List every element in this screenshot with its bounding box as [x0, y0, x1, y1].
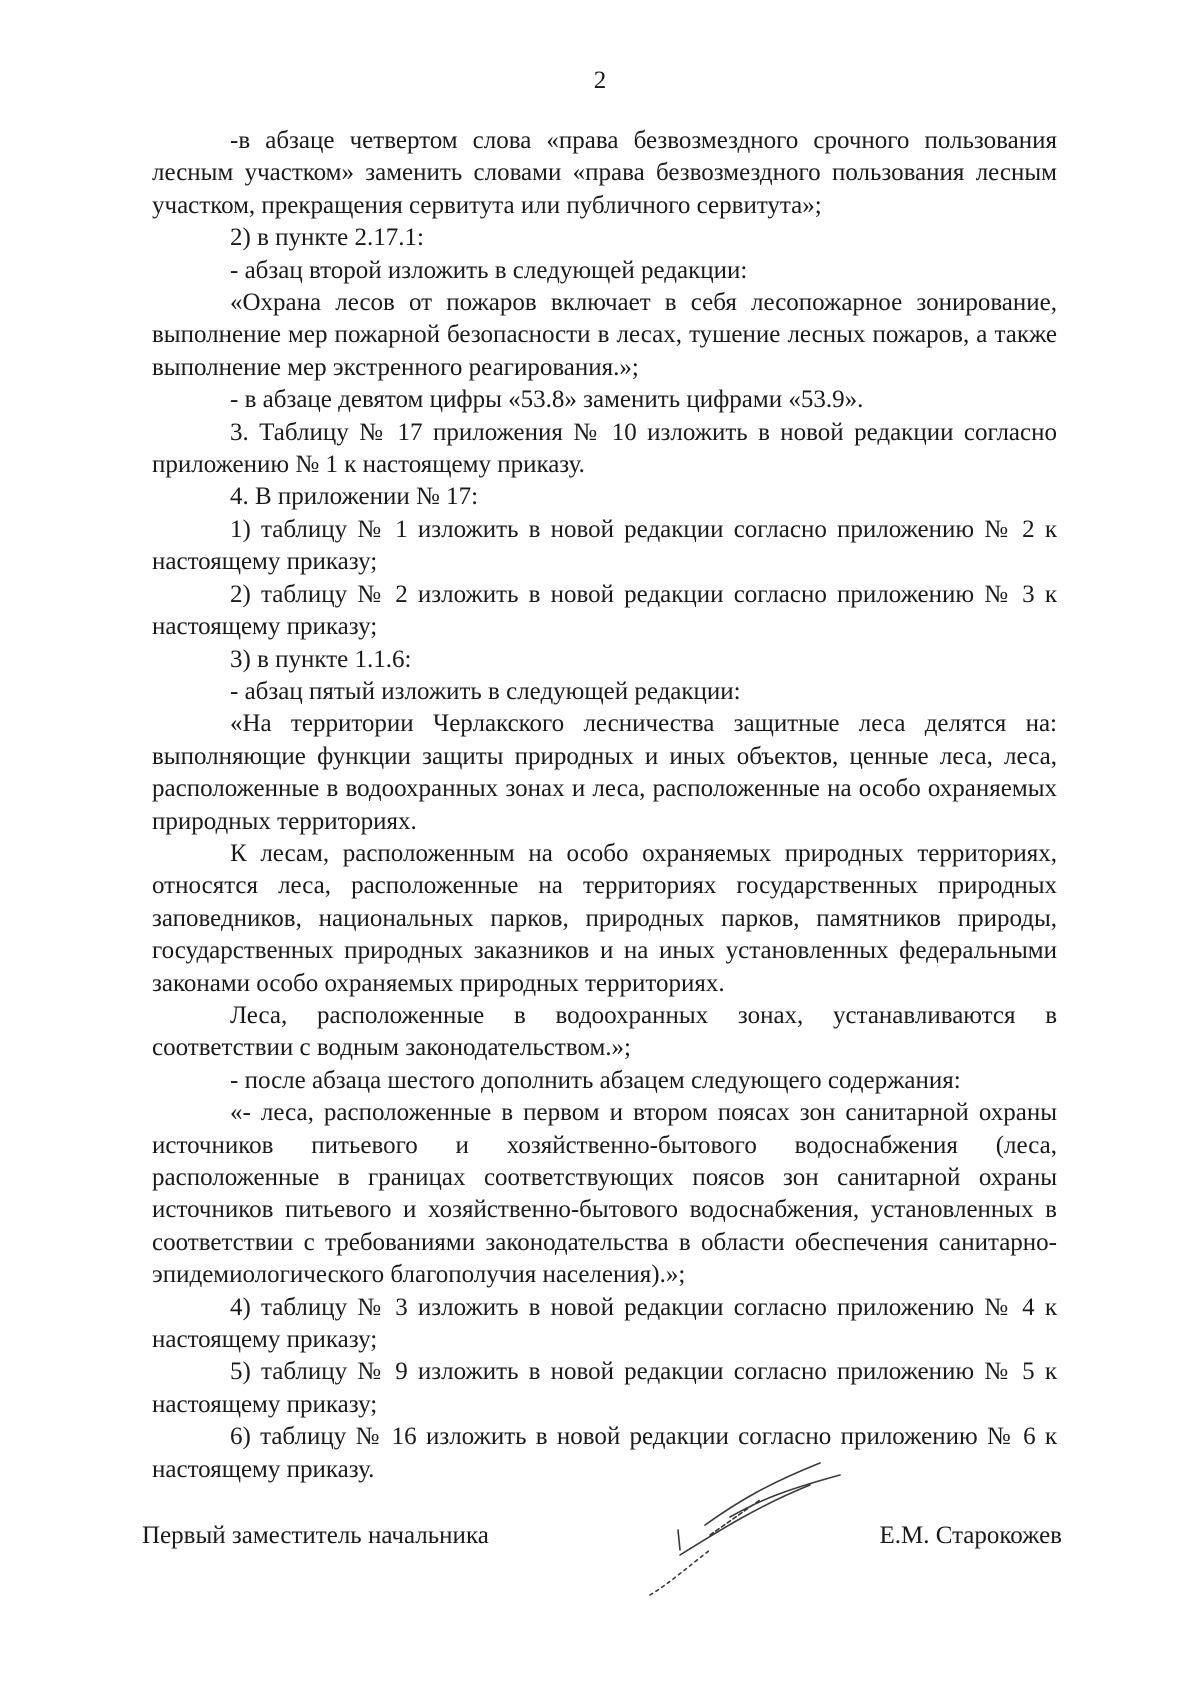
paragraph: - абзац пятый изложить в следующей редакции: [230, 677, 741, 705]
paragraph: Леса, расположенные в водоохранных зонах, устанавливаются в соответствии с водным законодательством.»; [152, 1001, 1057, 1062]
paragraph: - абзац второй изложить в следующей редакции: [230, 256, 748, 284]
signer-name: Е.М. Старокожев [879, 1522, 1062, 1549]
paragraph: 3. Таблицу № 17 приложения № 10 изложить в новой редакции согласно приложению № 1 к настоящему приказу. [152, 418, 1057, 479]
paragraph: «На территории Черлакского лесничества защитные леса делятся на: выполняющие функции защиты природных и иных объектов, ценные леса, леса, расположенные в водоохранных зонах и леса, расположенные на особо охраняемых природных территориях. [152, 710, 1057, 835]
paragraph: К лесам, расположенным на особо охраняемых природных территориях, относятся леса, расположенные на территориях государственных природных заповедников, национальных парков, природных парков, памятников природы, государственных природных заказников и на иных установленных федеральными законами особо охраняемых природных территориях. [152, 839, 1057, 997]
paragraph: - после абзаца шестого дополнить абзацем следующего содержания: [230, 1066, 961, 1094]
paragraph: 1) таблицу № 1 изложить в новой редакции согласно приложению № 2 к настоящему приказу; [152, 515, 1057, 576]
paragraph: 6) таблицу № 16 изложить в новой редакции согласно приложению № 6 к настоящему приказу. [152, 1423, 1057, 1483]
paragraph: «Охрана лесов от пожаров включает в себя лесопожарное зонирование, выполнение мер пожарной безопасности в лесах, тушение лесных пожаров, а также выполнение мер экстренного реагирования.»; [152, 289, 1057, 381]
document-body [152, 125, 1057, 1486]
paragraph: 4) таблицу № 3 изложить в новой редакции согласно приложению № 4 к настоящему приказу; [152, 1293, 1057, 1354]
paragraph: - в абзаце девятом цифры «53.8» заменить цифрами «53.9». [230, 386, 864, 414]
paragraph: -в абзаце четвертом слова «права безвозмездного срочного пользования лесным участком» заменить словами «права безвозмездного пользования лесным участком, прекращения сервитута или публичного сервитута»; [152, 127, 1057, 219]
paragraph: 2) таблицу № 2 изложить в новой редакции согласно приложению № 3 к настоящему приказу; [152, 580, 1057, 641]
paragraph: 4. В приложении № 17: [230, 483, 479, 511]
paragraph: 2) в пункте 2.17.1: [230, 224, 424, 252]
paragraph: «- леса, расположенные в первом и втором поясах зон санитарной охраны источников питьевого и хозяйственно-бытового водоснабжения (леса, расположенные в границах соответствующих поясов зон санитарной охраны источников питьевого и хозяйственно-бытового водоснабжения, установленных в соответствии с требованиями законодательства в области обеспечения санитарно-эпидемиологического благополучия населения).»; [152, 1099, 1057, 1289]
paragraph: 5) таблицу № 9 изложить в новой редакции согласно приложению № 5 к настоящему приказу; [152, 1358, 1057, 1418]
paragraph: 3) в пункте 1.1.6: [230, 645, 412, 673]
signature-block [142, 1520, 1062, 1560]
signer-title: Первый заместитель начальника [142, 1522, 489, 1549]
page-number: 2 [593, 67, 607, 94]
